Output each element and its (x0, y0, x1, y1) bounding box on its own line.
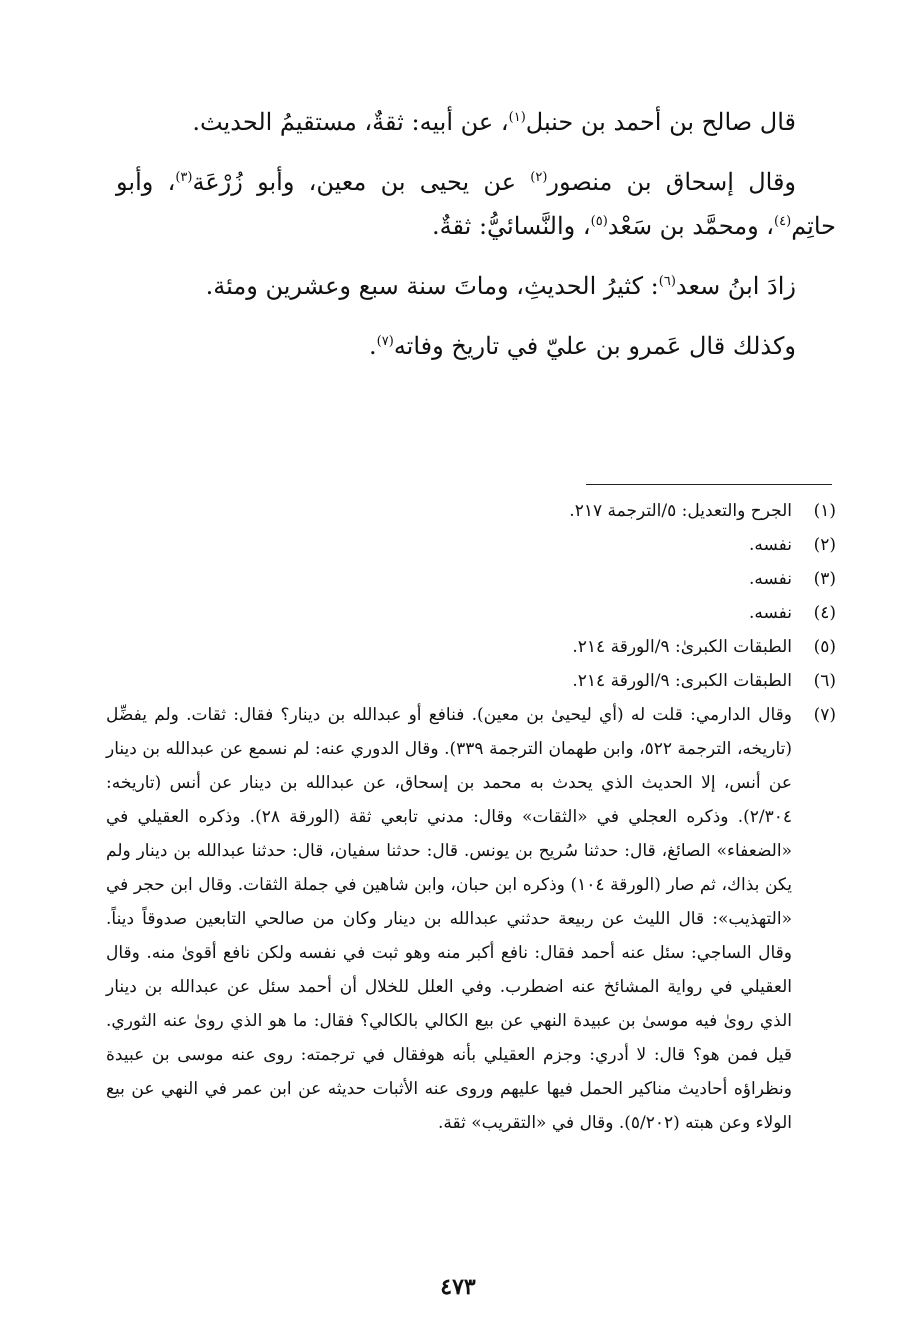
footnote-number: (٢) (813, 535, 836, 555)
footnote-text: الطبقات الكبرىٰ: ٩/الورقة ٢١٤. (572, 637, 792, 657)
main-text (116, 100, 836, 384)
text-run: ، وأبو حاتِم (116, 168, 836, 240)
footnote-ref: (٧) (376, 334, 394, 349)
footnote-text: الجرح والتعديل: ٥/الترجمة ٢١٧. (569, 501, 792, 521)
text-run: : كثيرُ الحديثِ، وماتَ سنة سبع وعشرين ومئة. (205, 272, 659, 300)
footnote-number: (٧) (813, 705, 836, 725)
footnotes (106, 494, 836, 1140)
footnote-text: وقال الدارمي: قلت له (أي ليحيىٰ بن معين). فنافع أو عبدالله بن دينار؟ فقال: ثقات. ولم يفضِّل (تاريخه، الترجمة ٥٢٢، وابن طهمان الترجمة ٣٣٩). وقال الدوري عنه: لم نسمع عن عبدالله بن دينار عن أنس، إلا الحديث الذي يحدث به محمد بن إسحاق، عن عبدالله بن دينار عن أنس (تاريخه: ٢/٣٠٤). وذكره العجلي في «الثقات» وقال: مدني تابعي ثقة (الورقة ٢٨). وذكره العقيلي في «الضعفاء» الصائغ، قال: حدثنا سُريح بن يونس. قال: حدثنا سفيان، قال: حدثنا عبدالله بن دينار ولم يكن بذاك، ثم صار (الورقة ١٠٤) وذكره ابن حبان، وابن شاهين في جملة الثقات. وقال ابن حجر في «التهذيب»: قال الليث عن ربيعة حدثني عبدالله بن دينار وكان من صالحي التابعين صدوقاً ديناً. وقال الساجي: سئل عنه أحمد فقال: نافع أكبر منه وهو ثبت في نفسه ولكن نافع أقوىٰ منه. وقال العقيلي في رواية المشائخ عنه اضطرب. وفي العلل للخلال أن أحمد سئل عن عبدالله بن دينار الذي روىٰ فيه موسىٰ بن عبيدة النهي عن بيع الكالي بالكالي؟ فقال: ما هو الذي روىٰ عنه الثوري. قيل فمن هو؟ قال: لا أدري: وجزم العقيلي بأنه هوفقال في ترجمته: روى عنه موسى بن عبيدة ونظراؤه أحاديث مناكير الحمل فيها عليهم وروى عنه الأثبات حديثه عن ابن عمر في النهي عن بيع الولاء وعن هبته (٥/٢٠٢). وقال في «التقريب» ثقة. (106, 705, 793, 1133)
text-run: ، ومحمَّد بن سَعْد (607, 212, 775, 240)
paragraph-4 (116, 324, 836, 368)
paragraph-1 (116, 100, 836, 144)
text-run: قال صالح بن أحمد بن حنبل (525, 108, 796, 136)
footnote-text: نفسه. (748, 569, 792, 589)
text-run: ، عن أبيه: ثقةٌ، مستقيمُ الحديث. (192, 108, 509, 136)
page-number: ٤٧٣ (440, 1274, 476, 1300)
footnote-number: (٤) (813, 603, 836, 623)
text-run: زادَ ابنُ سعد (675, 272, 796, 300)
footnote-5 (106, 630, 836, 664)
paragraph-2 (116, 160, 836, 248)
text-run: . (369, 332, 377, 360)
footnote-ref: (٥) (590, 214, 608, 229)
footnote-separator (586, 484, 832, 485)
footnote-text: نفسه. (748, 535, 792, 555)
footnote-ref: (٤) (774, 214, 792, 229)
footnote-text: الطبقات الكبرى: ٩/الورقة ٢١٤. (572, 671, 792, 691)
footnote-6 (106, 664, 836, 698)
text-run: عن يحيى بن معين، وأبو زُرْعَة (192, 168, 531, 196)
paragraph-3 (116, 264, 836, 308)
footnote-3 (106, 562, 836, 596)
footnote-ref: (٣) (175, 170, 193, 185)
footnote-text: نفسه. (748, 603, 792, 623)
footnote-ref: (١) (508, 110, 526, 125)
footnote-number: (٥) (813, 637, 836, 657)
footnote-4 (106, 596, 836, 630)
footnote-ref: (٢) (530, 170, 548, 185)
footnote-number: (٣) (813, 569, 836, 589)
footnote-7 (106, 698, 836, 1140)
text-run: وقال إسحاق بن منصور (547, 168, 797, 196)
footnote-1 (106, 494, 836, 528)
footnote-number: (٦) (813, 671, 836, 691)
footnote-number: (١) (813, 501, 836, 521)
footnote-ref: (٦) (658, 274, 676, 289)
text-run: ، والنَّسائيُّ: ثقةٌ. (432, 212, 591, 240)
footnote-2 (106, 528, 836, 562)
text-run: وكذلك قال عَمرو بن عليّ في تاريخ وفاته (393, 332, 796, 360)
